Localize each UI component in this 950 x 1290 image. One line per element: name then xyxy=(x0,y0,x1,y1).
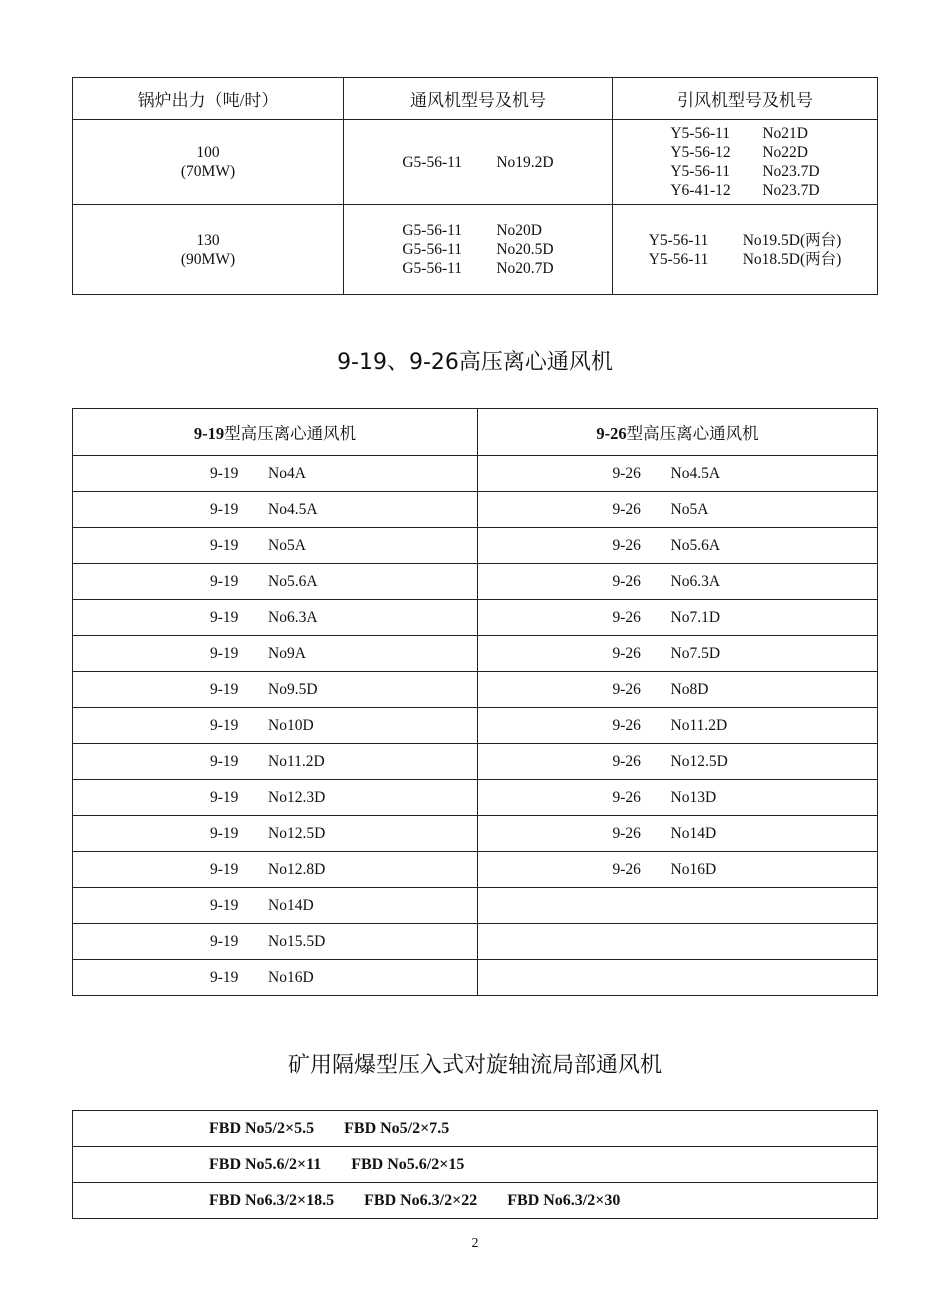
table-row xyxy=(73,456,878,492)
model-list-cell xyxy=(73,1111,878,1147)
model-series: 9-26 xyxy=(612,464,641,482)
model-series: 9-19 xyxy=(210,644,239,662)
induced-cell xyxy=(613,120,878,205)
table-row xyxy=(73,816,878,852)
model-line xyxy=(649,250,842,269)
right-model-cell xyxy=(478,528,878,564)
table-header-row xyxy=(73,78,878,120)
table-row xyxy=(73,924,878,960)
model-entry xyxy=(613,609,743,627)
right-model-cell xyxy=(478,744,878,780)
model-number: No21D xyxy=(762,125,808,142)
table-body xyxy=(73,1111,878,1219)
model-number: No5.6A xyxy=(670,536,721,554)
model-list-cell xyxy=(73,1183,878,1219)
model-number: No9.5D xyxy=(268,680,318,698)
model-list-cell xyxy=(73,1147,878,1183)
model-series: 9-26 xyxy=(612,536,641,554)
model-number: No20.7D xyxy=(496,260,554,277)
model-entry xyxy=(210,609,340,627)
left-model-cell xyxy=(73,492,478,528)
model-series: Y5-56-11 xyxy=(648,250,709,268)
model-series: 9-26 xyxy=(612,572,641,590)
fan-model: FBD No6.3/2×22 xyxy=(364,1191,478,1209)
header-series-code: 9-19 xyxy=(193,424,225,443)
model-number: No16D xyxy=(268,968,314,986)
model-number: No12.5D xyxy=(670,752,728,770)
header-series-code: 9-26 xyxy=(596,424,627,443)
high-pressure-fan-table xyxy=(72,408,878,996)
right-model-cell xyxy=(478,816,878,852)
model-number: No12.5D xyxy=(268,824,326,842)
left-model-cell xyxy=(73,564,478,600)
right-model-cell xyxy=(478,672,878,708)
model-series: 9-26 xyxy=(612,608,641,626)
fan-model: FBD No5.6/2×11 xyxy=(209,1155,322,1173)
left-model-cell xyxy=(73,816,478,852)
model-line xyxy=(670,124,819,143)
model-series: Y5-56-11 xyxy=(648,231,709,249)
model-series: 9-19 xyxy=(210,608,239,626)
model-line xyxy=(402,221,553,240)
left-model-cell xyxy=(73,924,478,960)
model-number: No22D xyxy=(762,144,808,161)
model-series: 9-19 xyxy=(210,572,239,590)
model-number: No14D xyxy=(670,824,717,842)
right-model-cell xyxy=(478,600,878,636)
model-line xyxy=(402,259,553,278)
boiler-fan-table xyxy=(72,77,878,295)
model-number: No7.1D xyxy=(670,608,721,626)
model-series: 9-26 xyxy=(612,680,641,698)
model-entry xyxy=(210,645,340,663)
model-series: 9-19 xyxy=(210,716,239,734)
table-row xyxy=(73,600,878,636)
power-value: (90MW) xyxy=(180,250,236,268)
model-entry xyxy=(613,573,743,591)
model-series: G5-56-11 xyxy=(402,222,463,239)
section-heading-mine-fans: 矿用隔爆型压入式对旋轴流局部通风机 xyxy=(287,1053,662,1078)
capacity-value: 100 xyxy=(196,144,220,161)
model-series: 9-19 xyxy=(210,896,239,914)
capacity-value: 130 xyxy=(196,231,220,249)
model-number: No4.5A xyxy=(268,500,318,518)
fan-model: FBD No6.3/2×30 xyxy=(507,1191,621,1209)
model-number: No23.7D xyxy=(762,163,820,180)
model-series: 9-26 xyxy=(612,788,641,806)
model-series: 9-19 xyxy=(210,680,239,698)
model-series: 9-19 xyxy=(210,500,239,518)
right-model-cell xyxy=(478,636,878,672)
model-series: Y5-56-12 xyxy=(670,144,731,161)
model-series: Y6-41-12 xyxy=(670,182,731,199)
table-row xyxy=(73,780,878,816)
model-series: 9-26 xyxy=(612,500,641,518)
model-line xyxy=(402,153,553,172)
model-entry xyxy=(210,573,340,591)
model-number: No18.5D(两台) xyxy=(742,250,842,268)
table-row xyxy=(73,1147,878,1183)
header-blower-model: 通风机型号及机号 xyxy=(344,78,613,120)
table-row xyxy=(73,636,878,672)
table-row xyxy=(73,564,878,600)
model-number: No6.3A xyxy=(268,608,318,626)
table-row xyxy=(73,708,878,744)
model-series: 9-19 xyxy=(210,860,239,878)
model-entry xyxy=(210,969,340,987)
model-series: 9-19 xyxy=(210,932,239,950)
header-9-19-series xyxy=(73,409,478,456)
table-body xyxy=(73,456,878,996)
model-line xyxy=(402,240,553,259)
model-line xyxy=(670,181,819,200)
table-row xyxy=(73,1183,878,1219)
model-entry xyxy=(613,825,743,843)
model-series: 9-26 xyxy=(612,824,641,842)
mine-fan-table xyxy=(72,1110,878,1219)
table-row xyxy=(73,852,878,888)
right-model-cell xyxy=(478,492,878,528)
header-boiler-capacity: 锅炉出力（吨/时） xyxy=(73,78,344,120)
model-number: No19.5D(两台) xyxy=(742,231,842,249)
left-model-cell xyxy=(73,744,478,780)
header-series-desc: 型高压离心通风机 xyxy=(626,424,759,443)
header-induced-fan-model: 引风机型号及机号 xyxy=(613,78,878,120)
model-number: No10D xyxy=(268,716,314,734)
blower-cell xyxy=(344,120,613,205)
fan-model: FBD No5/2×7.5 xyxy=(344,1119,450,1137)
model-series: 9-19 xyxy=(210,752,239,770)
model-entry xyxy=(210,825,340,843)
model-number: No6.3A xyxy=(670,572,721,590)
left-model-cell xyxy=(73,456,478,492)
left-model-cell xyxy=(73,708,478,744)
table-row xyxy=(73,120,878,205)
model-number: No19.2D xyxy=(496,153,554,171)
fan-model: FBD No5.6/2×15 xyxy=(351,1155,465,1173)
table-row xyxy=(73,960,878,996)
model-series: 9-19 xyxy=(210,536,239,554)
capacity-cell xyxy=(73,205,344,295)
model-number: No16D xyxy=(670,860,717,878)
table-row xyxy=(73,672,878,708)
model-entry xyxy=(210,861,340,879)
table-row xyxy=(73,1111,878,1147)
model-entry xyxy=(613,681,743,699)
model-entry xyxy=(210,537,340,555)
right-model-cell xyxy=(478,924,878,960)
model-number: No4A xyxy=(268,464,306,482)
model-series: 9-19 xyxy=(210,788,239,806)
model-series: Y5-56-11 xyxy=(670,163,731,180)
model-series: 9-19 xyxy=(210,968,239,986)
right-model-cell xyxy=(478,780,878,816)
model-number: No5A xyxy=(670,500,709,518)
model-series: G5-56-11 xyxy=(402,241,463,258)
left-model-cell xyxy=(73,960,478,996)
model-entry xyxy=(613,645,743,663)
model-entry xyxy=(613,537,743,555)
right-model-cell xyxy=(478,456,878,492)
model-number: No5A xyxy=(268,536,306,554)
model-series: 9-19 xyxy=(210,824,239,842)
model-entry xyxy=(210,789,340,807)
model-entry xyxy=(613,753,743,771)
model-series: 9-19 xyxy=(210,464,239,482)
induced-cell xyxy=(613,205,878,295)
table-header-row xyxy=(73,409,878,456)
header-series-desc: 型高压离心通风机 xyxy=(224,424,357,443)
model-entry xyxy=(210,717,340,735)
model-entry xyxy=(613,861,743,879)
model-entry xyxy=(613,717,743,735)
model-entry xyxy=(210,681,340,699)
model-number: No11.2D xyxy=(268,752,325,770)
capacity-cell xyxy=(73,120,344,205)
left-model-cell xyxy=(73,600,478,636)
model-number: No20D xyxy=(496,222,542,239)
left-model-cell xyxy=(73,780,478,816)
model-number: No14D xyxy=(268,896,314,914)
model-entry xyxy=(613,465,743,483)
table-row xyxy=(73,744,878,780)
right-model-cell xyxy=(478,888,878,924)
model-series: 9-26 xyxy=(612,752,641,770)
left-model-cell xyxy=(73,852,478,888)
model-series: Y5-56-11 xyxy=(670,125,731,142)
model-number: No13D xyxy=(670,788,717,806)
page-number: 2 xyxy=(471,1236,479,1251)
power-value: (70MW) xyxy=(180,163,236,180)
model-line xyxy=(670,143,819,162)
table-row xyxy=(73,492,878,528)
right-model-cell xyxy=(478,564,878,600)
fan-model: FBD No6.3/2×18.5 xyxy=(209,1191,335,1209)
left-model-cell xyxy=(73,888,478,924)
model-entry xyxy=(210,465,340,483)
header-9-26-series xyxy=(478,409,878,456)
left-model-cell xyxy=(73,636,478,672)
model-entry xyxy=(210,753,340,771)
model-number: No12.8D xyxy=(268,860,326,878)
table-row xyxy=(73,528,878,564)
right-model-cell xyxy=(478,852,878,888)
model-number: No23.7D xyxy=(762,182,820,199)
model-number: No12.3D xyxy=(268,788,326,806)
left-model-cell xyxy=(73,528,478,564)
section-heading-high-pressure-fans: 9-19、9-26高压离心通风机 xyxy=(337,350,613,375)
model-entry xyxy=(613,789,743,807)
left-model-cell xyxy=(73,672,478,708)
model-entry xyxy=(210,897,340,915)
model-series: G5-56-11 xyxy=(402,260,463,277)
model-number: No5.6A xyxy=(268,572,318,590)
model-series: 9-26 xyxy=(612,716,641,734)
model-series: 9-26 xyxy=(612,644,641,662)
table-row xyxy=(73,205,878,295)
model-number: No9A xyxy=(268,644,306,662)
blower-cell xyxy=(344,205,613,295)
model-number: No20.5D xyxy=(496,241,554,258)
model-number: No8D xyxy=(670,680,709,698)
model-number: No4.5A xyxy=(670,464,721,482)
right-model-cell xyxy=(478,960,878,996)
table-row xyxy=(73,888,878,924)
right-model-cell xyxy=(478,708,878,744)
model-entry xyxy=(210,933,340,951)
model-entry xyxy=(210,501,340,519)
model-number: No15.5D xyxy=(268,932,326,950)
model-number: No11.2D xyxy=(670,716,728,734)
model-series: 9-26 xyxy=(612,860,641,878)
fan-model: FBD No5/2×5.5 xyxy=(209,1119,315,1137)
model-series: G5-56-11 xyxy=(402,153,463,171)
model-line xyxy=(670,162,819,181)
model-line xyxy=(649,231,842,250)
model-number: No7.5D xyxy=(670,644,721,662)
model-entry xyxy=(613,501,743,519)
